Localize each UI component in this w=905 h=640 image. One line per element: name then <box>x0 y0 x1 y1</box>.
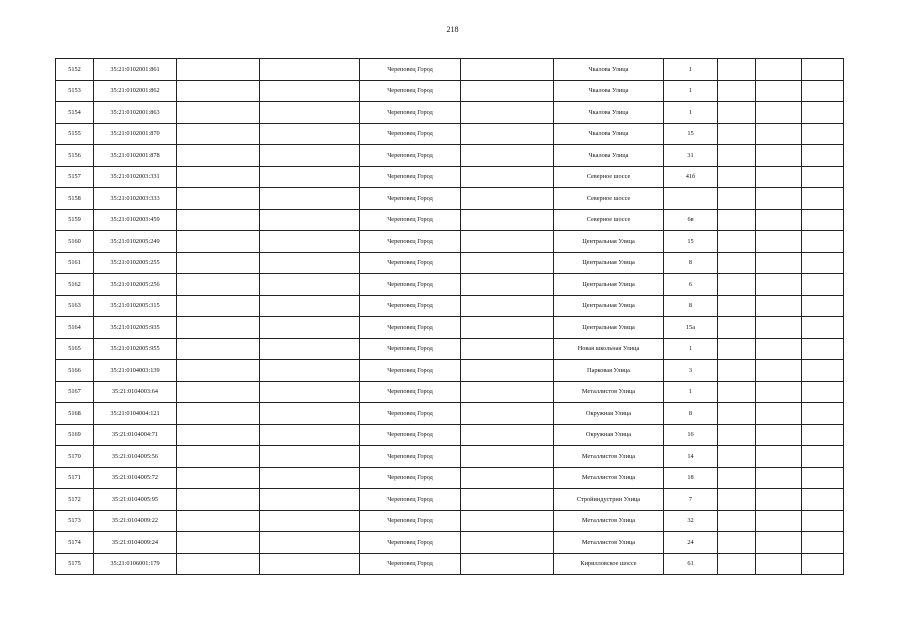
page-number: 218 <box>446 25 459 34</box>
table-cell <box>260 467 360 489</box>
cell-house: 24 <box>664 532 718 554</box>
table-cell <box>260 317 360 339</box>
table-cell <box>461 102 554 124</box>
cell-street: Центральная Улица <box>554 231 664 253</box>
table-row <box>56 338 844 360</box>
table-cell <box>756 489 802 511</box>
table-cell <box>718 317 756 339</box>
table-cell <box>718 145 756 167</box>
cell-cadastral: 35:21:0102003:459 <box>94 209 177 231</box>
cell-house: 61 <box>664 553 718 575</box>
table-row <box>56 166 844 188</box>
table-cell <box>756 252 802 274</box>
table-cell <box>802 489 844 511</box>
cell-num: 5168 <box>56 403 94 425</box>
table-cell <box>461 209 554 231</box>
table-cell <box>718 80 756 102</box>
cell-cadastral: 35:21:0104009:22 <box>94 510 177 532</box>
table-cell <box>802 467 844 489</box>
table-cell <box>461 403 554 425</box>
table-row <box>56 102 844 124</box>
table-cell <box>802 317 844 339</box>
cell-num: 5172 <box>56 489 94 511</box>
table-cell <box>756 360 802 382</box>
table-cell <box>718 59 756 81</box>
table-cell <box>260 403 360 425</box>
table-cell <box>802 166 844 188</box>
table-cell <box>718 252 756 274</box>
cell-house: 41б <box>664 166 718 188</box>
table-row <box>56 381 844 403</box>
table-cell <box>461 317 554 339</box>
cell-cadastral: 35:21:0106001:179 <box>94 553 177 575</box>
table-cell <box>802 59 844 81</box>
table-cell <box>756 231 802 253</box>
table-cell <box>260 145 360 167</box>
table-cell <box>177 446 260 468</box>
table-cell <box>260 510 360 532</box>
table-cell <box>756 381 802 403</box>
cell-house <box>664 188 718 210</box>
table-cell <box>802 102 844 124</box>
table-row <box>56 532 844 554</box>
table-cell <box>177 274 260 296</box>
cell-street: Чкалова Улица <box>554 102 664 124</box>
table-cell <box>756 532 802 554</box>
cell-num: 5169 <box>56 424 94 446</box>
table-cell <box>718 446 756 468</box>
cell-street: Окружная Улица <box>554 424 664 446</box>
table-cell <box>260 166 360 188</box>
table-cell <box>260 532 360 554</box>
table-row <box>56 403 844 425</box>
cell-house: 6 <box>664 274 718 296</box>
table-cell <box>177 510 260 532</box>
table-row <box>56 80 844 102</box>
cell-num: 5157 <box>56 166 94 188</box>
table-cell <box>756 553 802 575</box>
cell-num: 5163 <box>56 295 94 317</box>
table-cell <box>718 489 756 511</box>
table-cell <box>756 166 802 188</box>
table-row <box>56 446 844 468</box>
cell-street: Центральная Улица <box>554 252 664 274</box>
table-row <box>56 209 844 231</box>
cell-house: 14 <box>664 446 718 468</box>
table-cell <box>718 209 756 231</box>
cell-street: Северное шоссе <box>554 209 664 231</box>
cell-num: 5164 <box>56 317 94 339</box>
table-cell <box>461 424 554 446</box>
cell-street: Металлистов Улица <box>554 467 664 489</box>
cell-house: 8 <box>664 295 718 317</box>
cell-street: Новая школьная Улица <box>554 338 664 360</box>
table-cell <box>756 317 802 339</box>
table-row <box>56 231 844 253</box>
table-row <box>56 317 844 339</box>
table-cell <box>260 209 360 231</box>
table-cell <box>260 231 360 253</box>
cell-city: Череповец Город <box>360 102 461 124</box>
table-cell <box>461 252 554 274</box>
cell-cadastral: 35:21:0104003:64 <box>94 381 177 403</box>
cell-house: 1 <box>664 381 718 403</box>
cell-cadastral: 35:21:0102005:955 <box>94 338 177 360</box>
cell-house: 31 <box>664 145 718 167</box>
cell-street: Металлистов Улица <box>554 532 664 554</box>
cell-num: 5167 <box>56 381 94 403</box>
table-cell <box>802 295 844 317</box>
table-cell <box>177 80 260 102</box>
cell-cadastral: 35:21:0102003:333 <box>94 188 177 210</box>
table-cell <box>177 231 260 253</box>
table-cell <box>718 338 756 360</box>
table-cell <box>802 274 844 296</box>
table-cell <box>756 295 802 317</box>
cell-street: Окружная Улица <box>554 403 664 425</box>
table-row <box>56 188 844 210</box>
table-cell <box>718 424 756 446</box>
cell-city: Череповец Город <box>360 467 461 489</box>
cell-cadastral: 35:21:0104004:71 <box>94 424 177 446</box>
table-cell <box>802 231 844 253</box>
cell-house: 1 <box>664 80 718 102</box>
cell-num: 5174 <box>56 532 94 554</box>
table-cell <box>802 252 844 274</box>
table-cell <box>177 252 260 274</box>
cell-city: Череповец Город <box>360 123 461 145</box>
cell-cadastral: 35:21:0102001:870 <box>94 123 177 145</box>
table-cell <box>177 102 260 124</box>
cell-street: Чкалова Улица <box>554 59 664 81</box>
table-row <box>56 467 844 489</box>
table-cell <box>802 403 844 425</box>
table-cell <box>802 553 844 575</box>
table-cell <box>177 59 260 81</box>
cell-street: Чкалова Улица <box>554 145 664 167</box>
table-cell <box>260 446 360 468</box>
cell-cadastral: 35:21:0102005:255 <box>94 252 177 274</box>
cell-num: 5161 <box>56 252 94 274</box>
cell-num: 5159 <box>56 209 94 231</box>
cell-city: Череповец Город <box>360 553 461 575</box>
table-cell <box>461 123 554 145</box>
table-cell <box>718 510 756 532</box>
table-cell <box>461 360 554 382</box>
table-cell <box>802 424 844 446</box>
table-row <box>56 489 844 511</box>
table-row <box>56 510 844 532</box>
cell-cadastral: 35:21:0102003:331 <box>94 166 177 188</box>
cell-city: Череповец Город <box>360 403 461 425</box>
table-cell <box>756 80 802 102</box>
table-cell <box>260 252 360 274</box>
table-cell <box>461 166 554 188</box>
cell-cadastral: 35:21:0102005:256 <box>94 274 177 296</box>
cell-num: 5166 <box>56 360 94 382</box>
cell-street: Металлистов Улица <box>554 381 664 403</box>
table-cell <box>260 274 360 296</box>
table-cell <box>260 59 360 81</box>
table-cell <box>718 403 756 425</box>
cell-house: 8 <box>664 403 718 425</box>
cell-city: Череповец Город <box>360 489 461 511</box>
table-cell <box>260 360 360 382</box>
cell-house: 15 <box>664 231 718 253</box>
cell-house: 1 <box>664 102 718 124</box>
cell-city: Череповец Город <box>360 510 461 532</box>
cell-cadastral: 35:21:0102001:862 <box>94 80 177 102</box>
table-cell <box>718 123 756 145</box>
cell-street: Чкалова Улица <box>554 123 664 145</box>
cell-num: 5158 <box>56 188 94 210</box>
cell-num: 5170 <box>56 446 94 468</box>
table-cell <box>461 145 554 167</box>
table-cell <box>177 188 260 210</box>
cell-cadastral: 35:21:0102005:249 <box>94 231 177 253</box>
table-cell <box>802 381 844 403</box>
cell-cadastral: 35:21:0104005:95 <box>94 489 177 511</box>
cell-num: 5153 <box>56 80 94 102</box>
table-cell <box>756 403 802 425</box>
cell-num: 5173 <box>56 510 94 532</box>
cell-house: 15 <box>664 123 718 145</box>
table-cell <box>260 489 360 511</box>
table-cell <box>461 446 554 468</box>
table-cell <box>718 295 756 317</box>
table-row <box>56 274 844 296</box>
table-cell <box>260 295 360 317</box>
cell-cadastral: 35:21:0104004:121 <box>94 403 177 425</box>
table-cell <box>177 338 260 360</box>
table-cell <box>756 338 802 360</box>
table-cell <box>260 80 360 102</box>
table-cell <box>177 553 260 575</box>
cell-city: Череповец Город <box>360 446 461 468</box>
cell-city: Череповец Город <box>360 145 461 167</box>
table-cell <box>461 489 554 511</box>
cell-cadastral: 35:21:0102001:861 <box>94 59 177 81</box>
table-cell <box>461 295 554 317</box>
cell-street: Кирилловское шоссе <box>554 553 664 575</box>
table-cell <box>802 145 844 167</box>
table-cell <box>461 274 554 296</box>
cell-num: 5171 <box>56 467 94 489</box>
cell-city: Череповец Город <box>360 166 461 188</box>
table-cell <box>756 209 802 231</box>
table-cell <box>177 489 260 511</box>
table-cell <box>461 467 554 489</box>
table-cell <box>461 80 554 102</box>
table-cell <box>461 188 554 210</box>
cell-house: 3 <box>664 360 718 382</box>
cell-city: Череповец Город <box>360 317 461 339</box>
cell-street: Северное шоссе <box>554 166 664 188</box>
table-cell <box>461 59 554 81</box>
table-cell <box>177 145 260 167</box>
table-cell <box>461 532 554 554</box>
table-cell <box>260 123 360 145</box>
table-cell <box>802 80 844 102</box>
table-cell <box>802 338 844 360</box>
cell-num: 5175 <box>56 553 94 575</box>
table-cell <box>718 188 756 210</box>
cell-house: 32 <box>664 510 718 532</box>
cell-cadastral: 35:21:0102001:878 <box>94 145 177 167</box>
table-cell <box>718 231 756 253</box>
cell-street: Центральная Улица <box>554 274 664 296</box>
registry-table <box>55 58 844 575</box>
cell-num: 5162 <box>56 274 94 296</box>
table-cell <box>177 403 260 425</box>
table-cell <box>756 467 802 489</box>
table-cell <box>260 553 360 575</box>
table-cell <box>177 467 260 489</box>
table-cell <box>756 123 802 145</box>
table-cell <box>260 338 360 360</box>
table-cell <box>802 209 844 231</box>
cell-house: 7 <box>664 489 718 511</box>
table-cell <box>177 360 260 382</box>
cell-city: Череповец Город <box>360 188 461 210</box>
table-cell <box>756 274 802 296</box>
cell-city: Череповец Город <box>360 231 461 253</box>
table-cell <box>802 532 844 554</box>
table-cell <box>802 360 844 382</box>
cell-street: Северное шоссе <box>554 188 664 210</box>
table-cell <box>718 166 756 188</box>
cell-city: Череповец Город <box>360 381 461 403</box>
table-cell <box>756 59 802 81</box>
table-cell <box>260 102 360 124</box>
table-cell <box>177 424 260 446</box>
table-row <box>56 123 844 145</box>
table-row <box>56 145 844 167</box>
cell-cadastral: 35:21:0104009:24 <box>94 532 177 554</box>
cell-street: Парковая Улица <box>554 360 664 382</box>
table-cell <box>177 123 260 145</box>
table-cell <box>260 188 360 210</box>
table-cell <box>718 553 756 575</box>
table-cell <box>177 295 260 317</box>
cell-city: Череповец Город <box>360 59 461 81</box>
cell-city: Череповец Город <box>360 80 461 102</box>
cell-house: 6в <box>664 209 718 231</box>
table-cell <box>756 510 802 532</box>
cell-city: Череповец Город <box>360 424 461 446</box>
cell-city: Череповец Город <box>360 209 461 231</box>
cell-house: 18 <box>664 467 718 489</box>
table-cell <box>461 338 554 360</box>
cell-cadastral: 35:21:0102001:863 <box>94 102 177 124</box>
table-cell <box>756 102 802 124</box>
cell-street: Центральная Улица <box>554 295 664 317</box>
cell-city: Череповец Город <box>360 274 461 296</box>
cell-house: 16 <box>664 424 718 446</box>
table-cell <box>756 145 802 167</box>
table-cell <box>461 231 554 253</box>
cell-num: 5152 <box>56 59 94 81</box>
cell-num: 5154 <box>56 102 94 124</box>
table-row <box>56 424 844 446</box>
table-cell <box>260 381 360 403</box>
cell-city: Череповец Город <box>360 252 461 274</box>
cell-house: 1 <box>664 338 718 360</box>
table-row <box>56 252 844 274</box>
table-cell <box>756 446 802 468</box>
table-cell <box>177 209 260 231</box>
cell-street: Стройиндустрии Улица <box>554 489 664 511</box>
cell-street: Металлистов Улица <box>554 446 664 468</box>
table-cell <box>802 510 844 532</box>
cell-cadastral: 35:21:0102005:315 <box>94 295 177 317</box>
cell-num: 5156 <box>56 145 94 167</box>
table-row <box>56 553 844 575</box>
table-row <box>56 360 844 382</box>
table-row <box>56 295 844 317</box>
table-cell <box>177 317 260 339</box>
cell-cadastral: 35:21:0102005:935 <box>94 317 177 339</box>
table-cell <box>756 424 802 446</box>
cell-num: 5155 <box>56 123 94 145</box>
table-cell <box>718 360 756 382</box>
table-cell <box>461 510 554 532</box>
table-cell <box>260 424 360 446</box>
cell-house: 1 <box>664 59 718 81</box>
table-cell <box>461 553 554 575</box>
table-cell <box>177 532 260 554</box>
table-cell <box>177 166 260 188</box>
cell-cadastral: 35:21:0104005:72 <box>94 467 177 489</box>
table-cell <box>802 123 844 145</box>
table-cell <box>718 274 756 296</box>
cell-house: 15а <box>664 317 718 339</box>
cell-street: Металлистов Улица <box>554 510 664 532</box>
table-row <box>56 59 844 81</box>
table-cell <box>756 188 802 210</box>
cell-city: Череповец Город <box>360 360 461 382</box>
table-cell <box>718 532 756 554</box>
cell-cadastral: 35:21:0104005:56 <box>94 446 177 468</box>
table-cell <box>177 381 260 403</box>
cell-street: Центральная Улица <box>554 317 664 339</box>
table-cell <box>802 446 844 468</box>
cell-city: Череповец Город <box>360 532 461 554</box>
cell-city: Череповец Город <box>360 295 461 317</box>
table-cell <box>718 102 756 124</box>
table-cell <box>802 188 844 210</box>
cell-city: Череповец Город <box>360 338 461 360</box>
cell-num: 5160 <box>56 231 94 253</box>
cell-cadastral: 35:21:0104003:139 <box>94 360 177 382</box>
cell-house: 8 <box>664 252 718 274</box>
table-cell <box>718 467 756 489</box>
cell-num: 5165 <box>56 338 94 360</box>
table-cell <box>461 381 554 403</box>
table-cell <box>718 381 756 403</box>
cell-street: Чкалова Улица <box>554 80 664 102</box>
